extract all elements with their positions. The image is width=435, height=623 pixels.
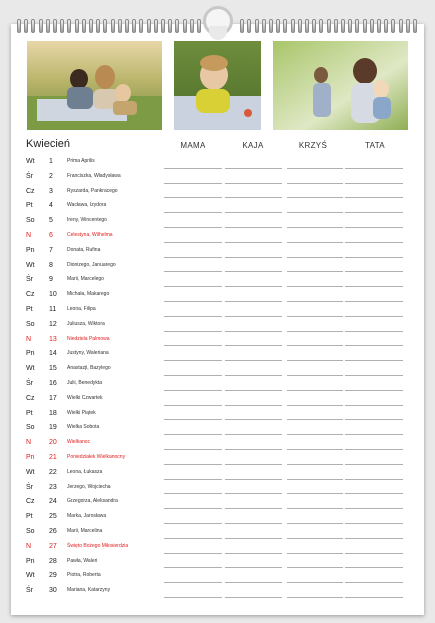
note-line-kaja[interactable] bbox=[225, 538, 282, 539]
note-line-kaja[interactable] bbox=[225, 360, 282, 361]
day-row bbox=[0, 525, 435, 540]
note-line-mama[interactable] bbox=[164, 301, 222, 302]
note-line-mama[interactable] bbox=[164, 419, 222, 420]
day-number: 16 bbox=[49, 380, 57, 387]
note-line-mama[interactable] bbox=[164, 257, 222, 258]
binding-ring bbox=[96, 19, 100, 33]
binding-ring bbox=[406, 19, 410, 33]
day-of-week: Śr bbox=[26, 587, 33, 595]
note-line-krzys[interactable] bbox=[287, 508, 343, 509]
note-line-kaja[interactable] bbox=[225, 331, 282, 332]
binding-ring bbox=[305, 19, 309, 33]
day-number: 2 bbox=[49, 172, 53, 180]
binding-ring bbox=[39, 19, 43, 33]
note-line-tata[interactable] bbox=[345, 227, 403, 228]
month-title: Kwiecień bbox=[26, 138, 71, 150]
note-line-mama[interactable] bbox=[164, 567, 222, 568]
note-line-tata[interactable] bbox=[345, 271, 403, 272]
note-line-tata[interactable] bbox=[345, 345, 403, 346]
note-line-tata[interactable] bbox=[345, 390, 403, 391]
day-row bbox=[0, 466, 435, 481]
note-line-krzys[interactable] bbox=[287, 597, 343, 598]
note-line-kaja[interactable] bbox=[225, 419, 282, 420]
note-line-krzys[interactable] bbox=[287, 242, 343, 243]
note-line-tata[interactable] bbox=[345, 242, 403, 243]
note-line-tata[interactable] bbox=[345, 419, 403, 420]
note-line-kaja[interactable] bbox=[225, 390, 282, 391]
note-line-tata[interactable] bbox=[345, 553, 403, 554]
day-row bbox=[0, 155, 435, 170]
note-line-krzys[interactable] bbox=[287, 271, 343, 272]
name-day: Anastazji, Bazylego bbox=[67, 365, 111, 372]
day-number: 27 bbox=[49, 542, 57, 550]
binding-ring bbox=[147, 19, 151, 33]
day-number: 10 bbox=[49, 291, 57, 299]
note-line-mama[interactable] bbox=[164, 449, 222, 450]
day-of-week: So bbox=[26, 424, 35, 432]
note-line-mama[interactable] bbox=[164, 434, 222, 435]
note-line-kaja[interactable] bbox=[225, 212, 282, 213]
note-line-kaja[interactable] bbox=[225, 375, 282, 376]
day-of-week: Pn bbox=[26, 454, 35, 461]
name-day: Marii, Marcelina bbox=[67, 528, 103, 534]
note-line-krzys[interactable] bbox=[287, 286, 343, 287]
name-day: Święto Bożego Miłosierdzia bbox=[67, 542, 129, 549]
note-line-mama[interactable] bbox=[164, 582, 222, 583]
day-number: 6 bbox=[49, 232, 53, 239]
note-line-krzys[interactable] bbox=[287, 390, 343, 391]
day-row bbox=[0, 584, 435, 599]
name-day: Dionizego, Januarego bbox=[67, 261, 116, 268]
note-line-tata[interactable] bbox=[345, 449, 403, 450]
note-line-krzys[interactable] bbox=[287, 567, 343, 568]
day-row bbox=[0, 244, 435, 259]
note-line-tata[interactable] bbox=[345, 434, 403, 435]
note-line-tata[interactable] bbox=[345, 360, 403, 361]
binding-ring bbox=[370, 19, 374, 33]
day-row bbox=[0, 362, 435, 377]
binding-ring bbox=[269, 19, 273, 33]
note-line-mama[interactable] bbox=[164, 479, 222, 480]
day-of-week: Wt bbox=[26, 468, 35, 476]
day-row bbox=[0, 421, 435, 436]
binding-ring bbox=[75, 19, 79, 33]
day-number: 26 bbox=[49, 528, 57, 535]
note-line-kaja[interactable] bbox=[225, 405, 282, 406]
day-number: 1 bbox=[49, 158, 53, 165]
note-line-tata[interactable] bbox=[345, 257, 403, 258]
note-line-mama[interactable] bbox=[164, 286, 222, 287]
note-line-kaja[interactable] bbox=[225, 464, 282, 465]
name-day: Marii, Marcelego bbox=[67, 276, 104, 283]
binding-ring bbox=[17, 19, 21, 33]
note-line-mama[interactable] bbox=[164, 197, 222, 198]
binding-ring bbox=[262, 19, 266, 33]
binding-ring bbox=[125, 19, 129, 33]
note-line-krzys[interactable] bbox=[287, 168, 343, 169]
note-line-tata[interactable] bbox=[345, 582, 403, 583]
name-day: Wielkanoc bbox=[67, 439, 91, 446]
name-day: Juliusza, Wiktora bbox=[67, 320, 105, 327]
note-line-mama[interactable] bbox=[164, 508, 222, 509]
note-line-mama[interactable] bbox=[164, 360, 222, 361]
binding-ring bbox=[197, 19, 201, 33]
note-line-mama[interactable] bbox=[164, 316, 222, 317]
day-of-week: Pt bbox=[26, 202, 33, 210]
note-line-krzys[interactable] bbox=[287, 523, 343, 524]
column-header-mama: MAMA bbox=[180, 141, 206, 150]
binding-ring bbox=[53, 19, 57, 33]
column-header-kaja: KAJA bbox=[242, 141, 264, 150]
day-of-week: N bbox=[26, 542, 32, 550]
binding-ring bbox=[291, 19, 295, 33]
binding-ring bbox=[118, 19, 122, 33]
binding-ring bbox=[31, 19, 35, 33]
note-line-kaja[interactable] bbox=[225, 449, 282, 450]
name-day: Leona, Filipa bbox=[67, 306, 96, 312]
binding-ring bbox=[334, 19, 338, 33]
note-line-tata[interactable] bbox=[345, 168, 403, 169]
day-number: 3 bbox=[49, 187, 53, 195]
name-day: Niedziela Palmowa bbox=[67, 335, 110, 342]
day-of-week: Cz bbox=[26, 291, 35, 299]
note-line-mama[interactable] bbox=[164, 375, 222, 376]
name-day: Prima Aprilis bbox=[67, 158, 95, 164]
note-line-krzys[interactable] bbox=[287, 538, 343, 539]
binding-ring bbox=[391, 19, 395, 33]
name-day: Wielki Czwartek bbox=[67, 394, 103, 401]
binding-ring bbox=[276, 19, 280, 33]
note-line-tata[interactable] bbox=[345, 301, 403, 302]
note-line-tata[interactable] bbox=[345, 523, 403, 524]
binding-ring bbox=[46, 19, 50, 33]
binding-ring bbox=[161, 19, 165, 33]
note-line-krzys[interactable] bbox=[287, 183, 343, 184]
note-line-krzys[interactable] bbox=[287, 301, 343, 302]
name-day: Donata, Rufina bbox=[67, 246, 101, 253]
binding-ring bbox=[24, 19, 28, 33]
day-of-week: Śr bbox=[26, 483, 33, 491]
day-number: 8 bbox=[49, 261, 53, 269]
binding-ring bbox=[240, 19, 244, 33]
day-number: 22 bbox=[49, 468, 57, 476]
binding-ring bbox=[89, 19, 93, 33]
note-line-tata[interactable] bbox=[345, 286, 403, 287]
note-line-kaja[interactable] bbox=[225, 508, 282, 509]
binding-ring bbox=[283, 19, 287, 33]
name-day: Wacława, Izydora bbox=[67, 202, 107, 209]
note-line-kaja[interactable] bbox=[225, 553, 282, 554]
note-line-krzys[interactable] bbox=[287, 419, 343, 420]
binding-ring bbox=[298, 19, 302, 33]
note-line-krzys[interactable] bbox=[287, 479, 343, 480]
column-header-tata: TATA bbox=[365, 141, 385, 150]
note-line-mama[interactable] bbox=[164, 523, 222, 524]
binding-ring bbox=[111, 19, 115, 33]
day-number: 11 bbox=[49, 306, 57, 313]
note-line-mama[interactable] bbox=[164, 493, 222, 494]
note-line-krzys[interactable] bbox=[287, 405, 343, 406]
day-of-week: Wt bbox=[26, 261, 35, 269]
binding-ring bbox=[413, 19, 417, 33]
day-of-week: Pt bbox=[26, 513, 33, 521]
name-day: Ryszarda, Pankracego bbox=[67, 187, 118, 194]
note-line-tata[interactable] bbox=[345, 183, 403, 184]
day-row bbox=[0, 170, 435, 185]
day-number: 21 bbox=[49, 454, 57, 461]
binding-ring bbox=[168, 19, 172, 33]
note-line-mama[interactable] bbox=[164, 390, 222, 391]
day-row bbox=[0, 569, 435, 584]
name-day: Jerzego, Wojciecha bbox=[67, 483, 111, 490]
day-of-week: Pn bbox=[26, 246, 35, 254]
day-of-week: So bbox=[26, 528, 35, 535]
note-line-kaja[interactable] bbox=[225, 301, 282, 302]
binding-ring bbox=[319, 19, 323, 33]
note-line-mama[interactable] bbox=[164, 271, 222, 272]
note-line-mama[interactable] bbox=[164, 331, 222, 332]
note-line-tata[interactable] bbox=[345, 375, 403, 376]
binding-ring bbox=[60, 19, 64, 33]
day-number: 7 bbox=[49, 246, 53, 254]
note-line-krzys[interactable] bbox=[287, 360, 343, 361]
note-line-tata[interactable] bbox=[345, 331, 403, 332]
day-row bbox=[0, 229, 435, 244]
day-of-week: Pt bbox=[26, 409, 33, 417]
binding-ring bbox=[67, 19, 71, 33]
day-row bbox=[0, 451, 435, 466]
binding-ring bbox=[377, 19, 381, 33]
note-line-kaja[interactable] bbox=[225, 479, 282, 480]
note-line-kaja[interactable] bbox=[225, 567, 282, 568]
binding-ring bbox=[183, 19, 187, 33]
day-row bbox=[0, 333, 435, 348]
day-number: 15 bbox=[49, 365, 57, 373]
note-line-kaja[interactable] bbox=[225, 582, 282, 583]
binding-ring bbox=[190, 19, 194, 33]
name-day: Grzegorza, Aleksandra bbox=[67, 498, 118, 505]
day-row bbox=[0, 407, 435, 422]
binding-ring bbox=[312, 19, 316, 33]
day-of-week: Pn bbox=[26, 350, 35, 358]
note-line-kaja[interactable] bbox=[225, 271, 282, 272]
day-number: 20 bbox=[49, 439, 57, 447]
day-row bbox=[0, 510, 435, 525]
note-line-mama[interactable] bbox=[164, 538, 222, 539]
note-line-mama[interactable] bbox=[164, 597, 222, 598]
note-line-krzys[interactable] bbox=[287, 257, 343, 258]
name-day: Michała, Makarego bbox=[67, 291, 110, 298]
note-line-kaja[interactable] bbox=[225, 197, 282, 198]
day-number: 4 bbox=[49, 202, 53, 210]
binding-ring bbox=[82, 19, 86, 33]
note-line-krzys[interactable] bbox=[287, 449, 343, 450]
note-line-tata[interactable] bbox=[345, 508, 403, 509]
note-line-tata[interactable] bbox=[345, 316, 403, 317]
name-day: Wielki Piątek bbox=[67, 409, 96, 416]
binding-ring bbox=[255, 19, 259, 33]
note-line-krzys[interactable] bbox=[287, 553, 343, 554]
binding-ring bbox=[154, 19, 158, 33]
day-of-week: Cz bbox=[26, 187, 35, 195]
binding-ring bbox=[363, 19, 367, 33]
day-of-week: Śr bbox=[26, 276, 33, 284]
note-line-tata[interactable] bbox=[345, 597, 403, 598]
binding-ring bbox=[348, 19, 352, 33]
day-row bbox=[0, 392, 435, 407]
note-line-kaja[interactable] bbox=[225, 183, 282, 184]
binding-ring bbox=[399, 19, 403, 33]
name-day: Justyny, Waleriana bbox=[67, 350, 109, 357]
note-line-krzys[interactable] bbox=[287, 345, 343, 346]
day-of-week: N bbox=[26, 335, 32, 343]
day-of-week: Wt bbox=[26, 158, 35, 165]
note-line-krzys[interactable] bbox=[287, 375, 343, 376]
note-line-krzys[interactable] bbox=[287, 582, 343, 583]
day-number: 19 bbox=[49, 424, 57, 432]
name-day: Leona, Łukasza bbox=[67, 468, 103, 475]
note-line-tata[interactable] bbox=[345, 197, 403, 198]
day-row bbox=[0, 185, 435, 200]
day-row bbox=[0, 303, 435, 318]
note-line-tata[interactable] bbox=[345, 567, 403, 568]
child-photo-blanket bbox=[174, 41, 261, 130]
day-of-week: Pn bbox=[26, 557, 35, 565]
day-number: 23 bbox=[49, 483, 57, 491]
day-row bbox=[0, 495, 435, 510]
day-of-week: Cz bbox=[26, 498, 35, 506]
note-line-krzys[interactable] bbox=[287, 434, 343, 435]
binding-ring bbox=[355, 19, 359, 33]
note-line-krzys[interactable] bbox=[287, 464, 343, 465]
note-line-mama[interactable] bbox=[164, 227, 222, 228]
day-of-week: Wt bbox=[26, 572, 35, 580]
note-line-kaja[interactable] bbox=[225, 434, 282, 435]
day-row bbox=[0, 259, 435, 274]
note-line-tata[interactable] bbox=[345, 405, 403, 406]
day-number: 18 bbox=[49, 409, 57, 417]
day-number: 17 bbox=[49, 394, 57, 402]
note-line-kaja[interactable] bbox=[225, 168, 282, 169]
name-day: Ireny, Wincentego bbox=[67, 217, 107, 224]
day-number: 29 bbox=[49, 572, 57, 580]
day-row bbox=[0, 214, 435, 229]
day-row bbox=[0, 436, 435, 451]
note-line-mama[interactable] bbox=[164, 464, 222, 465]
note-line-tata[interactable] bbox=[345, 212, 403, 213]
day-row bbox=[0, 318, 435, 333]
day-of-week: So bbox=[26, 320, 35, 328]
day-of-week: Śr bbox=[26, 380, 33, 387]
day-row bbox=[0, 540, 435, 555]
binding-ring bbox=[103, 19, 107, 33]
day-number: 13 bbox=[49, 335, 57, 343]
note-line-krzys[interactable] bbox=[287, 227, 343, 228]
day-number: 12 bbox=[49, 320, 57, 328]
binding-ring bbox=[384, 19, 388, 33]
day-number: 25 bbox=[49, 513, 57, 521]
family-photo-picnic bbox=[27, 41, 162, 130]
name-day: Franciszka, Władysława bbox=[67, 172, 121, 179]
note-line-krzys[interactable] bbox=[287, 331, 343, 332]
day-row bbox=[0, 481, 435, 496]
day-number: 30 bbox=[49, 587, 57, 595]
name-day: Mariana, Katarzyny bbox=[67, 587, 111, 594]
binding-ring bbox=[247, 19, 251, 33]
day-number: 9 bbox=[49, 276, 53, 284]
name-day: Wielka Sobota bbox=[67, 424, 100, 431]
binding-ring bbox=[175, 19, 179, 33]
day-row bbox=[0, 555, 435, 570]
note-line-krzys[interactable] bbox=[287, 197, 343, 198]
day-number: 24 bbox=[49, 498, 57, 506]
day-number: 5 bbox=[49, 217, 53, 225]
note-line-tata[interactable] bbox=[345, 493, 403, 494]
binding-ring bbox=[327, 19, 331, 33]
name-day: Marka, Jarosława bbox=[67, 513, 107, 520]
day-number: 14 bbox=[49, 350, 57, 358]
day-of-week: Pt bbox=[26, 306, 33, 313]
note-line-mama[interactable] bbox=[164, 553, 222, 554]
parent-child-photo-garden bbox=[273, 41, 408, 130]
note-line-mama[interactable] bbox=[164, 242, 222, 243]
note-line-kaja[interactable] bbox=[225, 286, 282, 287]
note-line-mama[interactable] bbox=[164, 345, 222, 346]
day-row bbox=[0, 288, 435, 303]
note-line-kaja[interactable] bbox=[225, 316, 282, 317]
binding-ring bbox=[139, 19, 143, 33]
note-line-kaja[interactable] bbox=[225, 242, 282, 243]
note-line-tata[interactable] bbox=[345, 479, 403, 480]
day-row bbox=[0, 377, 435, 392]
column-header-krzys: KRZYŚ bbox=[298, 141, 328, 150]
note-line-kaja[interactable] bbox=[225, 257, 282, 258]
binding-ring bbox=[341, 19, 345, 33]
note-line-mama[interactable] bbox=[164, 168, 222, 169]
note-line-mama[interactable] bbox=[164, 183, 222, 184]
day-of-week: Śr bbox=[26, 172, 33, 180]
note-line-kaja[interactable] bbox=[225, 523, 282, 524]
day-row bbox=[0, 199, 435, 214]
name-day: Poniedziałek Wielkanocny bbox=[67, 454, 126, 460]
binding-ring bbox=[132, 19, 136, 33]
note-line-mama[interactable] bbox=[164, 405, 222, 406]
note-line-krzys[interactable] bbox=[287, 493, 343, 494]
name-day: Celestyna, Wilhelma bbox=[67, 232, 113, 238]
day-row bbox=[0, 347, 435, 362]
day-of-week: Cz bbox=[26, 394, 35, 402]
note-line-kaja[interactable] bbox=[225, 345, 282, 346]
note-line-kaja[interactable] bbox=[225, 227, 282, 228]
day-number: 28 bbox=[49, 557, 57, 565]
day-of-week: N bbox=[26, 439, 32, 447]
name-day: Piotra, Roberta bbox=[67, 572, 101, 579]
note-line-kaja[interactable] bbox=[225, 597, 282, 598]
day-of-week: So bbox=[26, 217, 35, 225]
note-line-mama[interactable] bbox=[164, 212, 222, 213]
note-line-krzys[interactable] bbox=[287, 316, 343, 317]
note-line-krzys[interactable] bbox=[287, 212, 343, 213]
day-of-week: Wt bbox=[26, 365, 35, 373]
day-of-week: N bbox=[26, 232, 32, 239]
note-line-tata[interactable] bbox=[345, 538, 403, 539]
name-day: Pawła, Waleri bbox=[67, 557, 98, 564]
note-line-tata[interactable] bbox=[345, 464, 403, 465]
day-row bbox=[0, 273, 435, 288]
name-day: Julii, Benedykta bbox=[67, 380, 103, 386]
note-line-kaja[interactable] bbox=[225, 493, 282, 494]
